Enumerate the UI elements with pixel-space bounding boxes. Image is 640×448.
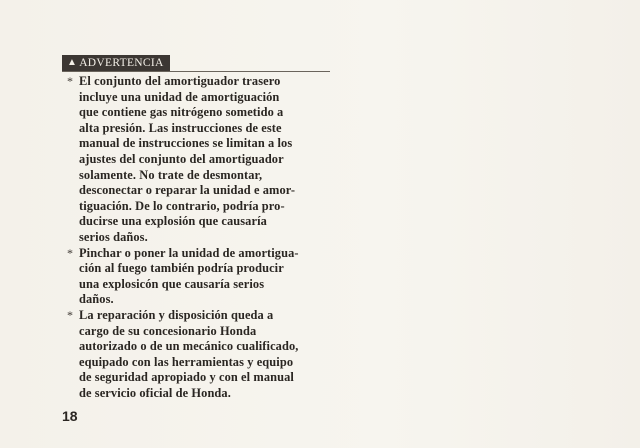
text-line: tiguación. De lo contrario, podría pro- <box>79 198 285 213</box>
text-line: Pinchar o poner la unidad de amortigua- <box>79 245 299 260</box>
text-line: autorizado o de un mecánico cualificado, <box>79 339 299 354</box>
bullet-asterisk: * <box>67 74 73 88</box>
warning-triangle-icon: ▲ <box>67 57 78 68</box>
warning-badge <box>62 55 170 71</box>
text-line: serios daños. <box>79 229 148 244</box>
warning-divider <box>62 71 330 72</box>
warning-item <box>62 308 342 402</box>
text-line: cargo de su concesionario Honda <box>79 323 257 338</box>
warning-items <box>62 74 342 401</box>
text-line: solamente. No trate de desmontar, <box>79 167 263 182</box>
text-line: daños. <box>79 292 114 307</box>
text-line: El conjunto del amortiguador trasero <box>79 74 281 88</box>
text-line: equipado con las herramientas y equipo <box>79 354 294 369</box>
text-line: manual de instrucciones se limitan a los <box>79 136 293 151</box>
bullet-asterisk: * <box>67 307 73 322</box>
text-line: ajustes del conjunto del amortiguador <box>79 151 284 166</box>
page-number: 18 <box>62 408 78 424</box>
text-line: incluye una unidad de amortiguación <box>79 89 280 104</box>
text-line: ción al fuego también podría producir <box>79 261 284 276</box>
warning-item <box>62 246 342 308</box>
warning-label: ADVERTENCIA <box>79 57 164 69</box>
text-line: de servicio oficial de Honda. <box>79 385 231 400</box>
text-line: de seguridad apropiado y con el manual <box>79 370 294 385</box>
text-line: que contiene gas nitrógeno sometido a <box>79 105 284 120</box>
text-line: alta presión. Las instrucciones de este <box>79 120 282 135</box>
text-line: desconectar o reparar la unidad e amor- <box>79 183 296 198</box>
bullet-asterisk: * <box>67 245 73 260</box>
text-line: ducirse una explosión que causaría <box>79 214 267 229</box>
text-line: La reparación y disposición queda a <box>79 307 274 322</box>
warning-item <box>62 74 342 246</box>
text-line: una explosicón que causaría serios <box>79 276 265 291</box>
